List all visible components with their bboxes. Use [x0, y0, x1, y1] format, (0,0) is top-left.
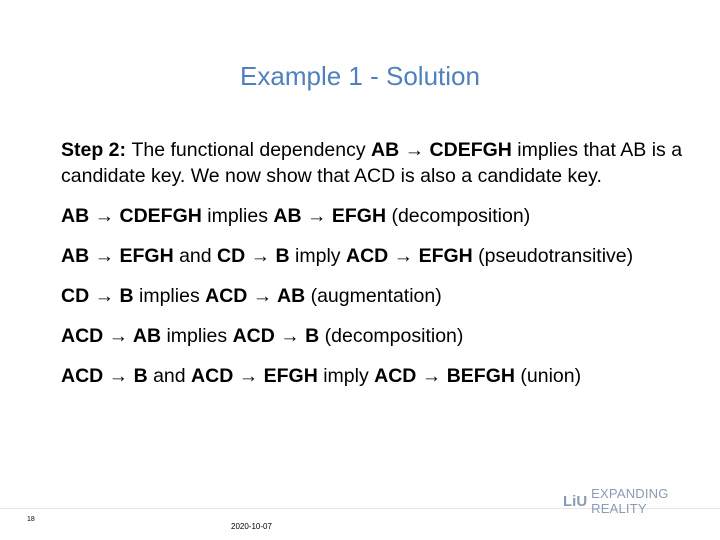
- paragraph-step-2: [61, 137, 701, 189]
- paragraph-bold-run: ACD → EFGH: [191, 365, 318, 387]
- paragraph-bold-run: CD → B: [61, 285, 134, 307]
- paragraph-pseudotransitive: [61, 243, 701, 269]
- paragraph-text-run: (decomposition): [319, 325, 464, 347]
- paragraph-text-run: imply: [317, 365, 375, 387]
- slide-title: Example 1 - Solution: [240, 61, 480, 91]
- paragraph-union: [61, 363, 701, 389]
- paragraph-bold-run: AB → CDEFGH: [61, 205, 202, 227]
- paragraph-text-run: (decomposition): [386, 205, 531, 227]
- paragraph-text-run: (pseudotransitive): [472, 245, 634, 267]
- slide-content: [61, 137, 701, 403]
- paragraph-text-run: and: [173, 245, 218, 267]
- paragraph-decomposition-2: [61, 323, 701, 349]
- paragraph-text-run: implies: [161, 325, 233, 347]
- paragraph-text-run: The functional dependency: [131, 139, 372, 161]
- paragraph-bold-run: ACD → EFGH: [345, 245, 473, 267]
- paragraph-bold-run: ACD → AB: [61, 325, 162, 347]
- paragraph-text-run: (augmentation): [305, 285, 442, 307]
- logo-mark: LiU: [563, 492, 588, 510]
- paragraph-bold-run: ACD → AB: [205, 285, 306, 307]
- paragraph-bold-run: AB → CDEFGH: [371, 139, 512, 161]
- paragraph-bold-run: CD → B: [217, 245, 290, 267]
- paragraph-decomposition-1: [61, 203, 701, 229]
- logo-text: EXPANDING REALITY: [591, 486, 669, 516]
- paragraph-text-run: implies that AB is a candidate key. We now show that ACD is also a candidate key.: [61, 139, 683, 187]
- paragraph-bold-run: ACD → B: [232, 325, 320, 347]
- paragraph-bold-run: ACD → BEFGH: [374, 365, 515, 387]
- paragraph-augmentation: [61, 283, 701, 309]
- page-number: 18: [27, 516, 35, 523]
- paragraph-text-run: implies: [201, 205, 274, 227]
- slide-date: 2020-10-07: [231, 522, 272, 531]
- paragraph-text-run: implies: [133, 285, 206, 307]
- paragraph-bold-run: ACD → B: [61, 365, 148, 387]
- paragraph-text-run: (union): [514, 365, 582, 387]
- paragraph-bold-run: AB → EFGH: [61, 245, 174, 267]
- liu-logo: [563, 486, 713, 516]
- paragraph-bold-run: AB → EFGH: [273, 205, 387, 227]
- paragraph-text-run: and: [147, 365, 192, 387]
- paragraph-bold-run: Step 2:: [61, 139, 132, 161]
- paragraph-text-run: imply: [289, 245, 346, 267]
